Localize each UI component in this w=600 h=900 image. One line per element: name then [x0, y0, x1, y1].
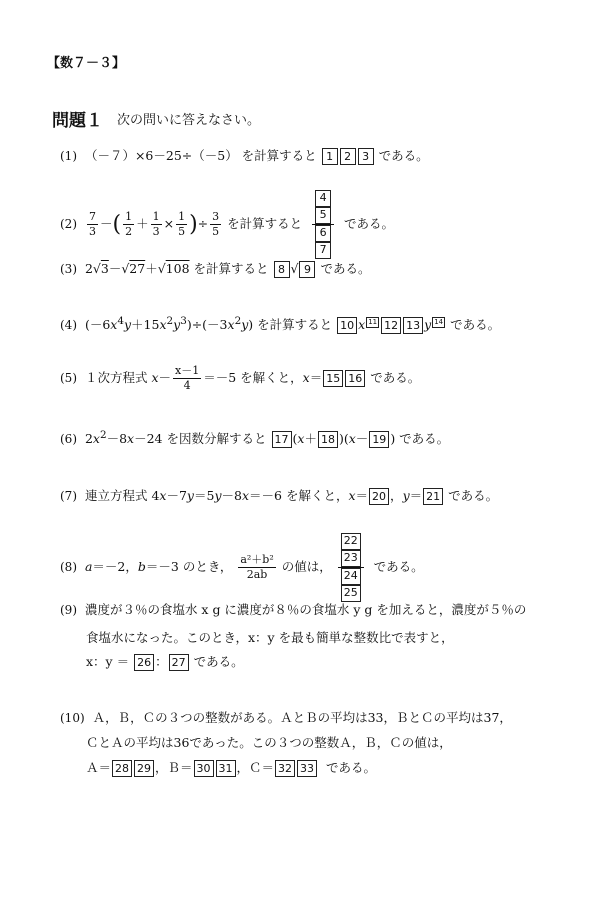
answer-box[interactable]: 16	[345, 370, 365, 387]
question-8: (8) a＝－2，b＝－3 のとき， $\frac{\text{a²＋b²}}{2ab}$ の値は， 22 23 24 25 である。	[60, 533, 424, 602]
answer-box[interactable]: 5	[315, 207, 331, 224]
fraction: $\frac{\text{a²＋b²}}{2ab}$	[240, 553, 274, 581]
question-9-line2: 食塩水になった。このとき，x：y を最も簡単な整数比で表すと，	[86, 630, 454, 645]
answer-box[interactable]: 3	[358, 148, 374, 165]
question-10: (10) Ａ，Ｂ，Ｃの３つの整数がある。ＡとＢの平均は33，ＢとＣの平均は37，	[60, 710, 512, 725]
q1-expression: （－７）×6－25÷（－5） を計算すると	[84, 148, 317, 163]
answer-box[interactable]: 14	[434, 318, 444, 326]
answer-box[interactable]: 1	[322, 148, 338, 165]
answer-box[interactable]: 26	[134, 654, 154, 671]
question-7: (7) 連立方程式 4x－7y＝5y－8x＝－6 を解くと，x＝ 20 ，y＝ 21 である。	[60, 488, 499, 503]
page-header: 【数７－３】	[47, 56, 126, 71]
q3-expression: 2√3－√27＋√108	[84, 261, 190, 276]
answer-box[interactable]: 28	[112, 760, 132, 777]
answer-box[interactable]: 11	[368, 318, 378, 326]
answer-box[interactable]: 25	[341, 585, 361, 602]
answer-box[interactable]: 2	[340, 148, 356, 165]
answer-box[interactable]: 18	[318, 431, 338, 448]
question-4: (4) $(-6x^4y+15x^2y^3)\div(-3x^2y)$ を計算すると 10 x 11 12 13 y 14 である。	[60, 315, 501, 333]
answer-box[interactable]: 8	[274, 261, 290, 278]
answer-fraction	[338, 533, 364, 602]
problem-instruction: 次の問いに答えなさい。	[117, 113, 261, 128]
answer-box[interactable]: 17	[272, 431, 292, 448]
fraction: $\frac{x-1}{4}$	[175, 364, 200, 392]
question-10-line2: ＣとＡの平均は36であった。この３つの整数Ａ，Ｂ，Ｃの値は，	[86, 735, 452, 750]
fraction: $\frac{1}{5}$	[178, 210, 186, 238]
problem-title: 問題１	[52, 111, 103, 131]
question-9-answer: x：y ＝ 26 ： 27 である。	[86, 654, 244, 669]
answer-box[interactable]: 31	[216, 760, 236, 777]
question-2: (2) $\frac{7}{3}$ －( $\frac{1}{2}$ ＋ $\frac{1}{3}$ × $\frac{1}{5}$ )÷ $\frac{3}{5}$ を計算すると 4 5 6 7 である。	[60, 190, 394, 259]
fraction: $\frac{1}{3}$	[152, 210, 160, 238]
answer-box[interactable]: 10	[337, 317, 357, 334]
question-5: (5) １次方程式 x－ $\frac{x-1}{4}$ ＝－5 を解くと，x＝ 15 16 である。	[60, 364, 421, 392]
fraction: $\frac{1}{2}$	[125, 210, 133, 238]
answer-box[interactable]: 13	[403, 317, 423, 334]
answer-box[interactable]: 22	[341, 533, 361, 550]
fraction: $\frac{7}{3}$	[88, 210, 96, 238]
answer-box[interactable]: 29	[134, 760, 154, 777]
answer-box[interactable]: 9	[299, 261, 315, 278]
q6-expression: $2x^2-8x-24$	[84, 429, 163, 447]
question-1: (1) （－７）×6－25÷（－5） を計算すると 1 2 3 である。	[60, 148, 429, 163]
answer-box[interactable]: 32	[275, 760, 295, 777]
answer-box[interactable]: 33	[297, 760, 317, 777]
answer-box[interactable]: 27	[169, 654, 189, 671]
question-6: (6) $2x^2-8x-24$ を因数分解すると 17 (x＋ 18 )(x－ 19 ) である。	[60, 429, 450, 447]
answer-box[interactable]: 7	[315, 242, 331, 259]
question-9: (9) 濃度が３％の食塩水 x g に濃度が８％の食塩水 y g を加えると，濃度が５％の	[60, 602, 527, 617]
answer-fraction	[312, 190, 334, 259]
answer-box[interactable]: 4	[315, 190, 331, 207]
question-3: (3) 2√3－√27＋√108 を計算すると 8 √ 9 である。	[60, 261, 371, 276]
answer-box[interactable]: 30	[194, 760, 214, 777]
fraction: $\frac{3}{5}$	[212, 210, 220, 238]
q7-expression: 4x－7y＝5y－8x＝－6	[151, 488, 282, 503]
answer-box[interactable]: 23	[341, 550, 361, 567]
question-10-answer: Ａ＝ 28 29 ，Ｂ＝ 30 31 ，Ｃ＝ 32 33 である。	[86, 760, 377, 775]
q4-expression: $(-6x^4y+15x^2y^3)\div(-3x^2y)$	[84, 315, 254, 333]
answer-box[interactable]: 21	[423, 488, 443, 505]
answer-box[interactable]: 12	[381, 317, 401, 334]
answer-box[interactable]: 20	[369, 488, 389, 505]
answer-box[interactable]: 24	[341, 568, 361, 585]
q8-condition: a＝－2，b＝－3	[84, 559, 179, 574]
answer-box[interactable]: 15	[323, 370, 343, 387]
answer-box[interactable]: 19	[369, 431, 389, 448]
answer-box[interactable]: 6	[315, 225, 331, 242]
